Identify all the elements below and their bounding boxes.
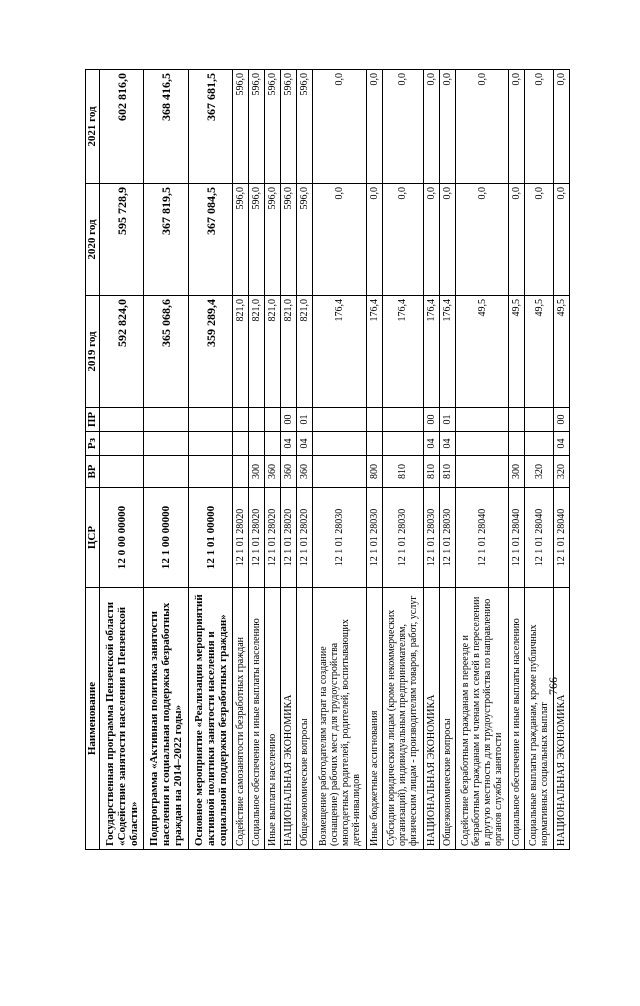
cell-csr: 12 1 01 28030	[439, 488, 455, 588]
cell-vr: 810	[382, 456, 423, 488]
cell-csr: 12 1 01 28030	[366, 488, 382, 588]
cell-2020: 0,0	[553, 184, 569, 296]
cell-2019: 49,5	[509, 296, 525, 408]
cell-2021: 0,0	[382, 70, 423, 184]
table-row	[297, 70, 313, 850]
cell-2020: 596,0	[281, 184, 297, 296]
cell-2019: 365 068,6	[144, 296, 188, 408]
cell-2019: 49,5	[525, 296, 554, 408]
cell-rz	[366, 432, 382, 456]
cell-2020: 367 084,5	[188, 184, 232, 296]
table-row	[281, 70, 297, 850]
cell-2020: 0,0	[525, 184, 554, 296]
cell-name: Государственная программа Пензенской области «Содействие занятости населения в Пензенской области»	[100, 588, 144, 850]
cell-name: НАЦИОНАЛЬНАЯ ЭКОНОМИКА	[281, 588, 297, 850]
cell-rz	[188, 432, 232, 456]
cell-vr: 810	[439, 456, 455, 488]
cell-2021: 596,0	[233, 70, 249, 184]
cell-2020: 0,0	[509, 184, 525, 296]
table-row	[100, 70, 144, 850]
cell-2020: 596,0	[249, 184, 265, 296]
table-row	[366, 70, 382, 850]
cell-csr: 12 1 01 28040	[455, 488, 509, 588]
header-csr: ЦСР	[86, 488, 100, 588]
cell-vr: 320	[553, 456, 569, 488]
cell-2020: 0,0	[366, 184, 382, 296]
table-row	[265, 70, 281, 850]
cell-rz: 04	[297, 432, 313, 456]
cell-csr: 12 1 00 00000	[144, 488, 188, 588]
cell-name: Общеэкономические вопросы	[439, 588, 455, 850]
header-2019: 2019 год	[86, 296, 100, 408]
cell-rz	[525, 432, 554, 456]
cell-2020: 595 728,9	[100, 184, 144, 296]
cell-2021: 0,0	[423, 70, 439, 184]
cell-rz	[313, 432, 367, 456]
cell-rz: 04	[553, 432, 569, 456]
cell-2019: 49,5	[553, 296, 569, 408]
cell-name: Возмещение работодателям затрат на создание (оснащение) рабочих мест для трудоустройства многодетных родителей, родителей, воспитывающих детей-инвалидов	[313, 588, 367, 850]
cell-pr	[525, 408, 554, 432]
cell-vr	[144, 456, 188, 488]
cell-pr	[249, 408, 265, 432]
cell-csr: 12 1 01 28020	[233, 488, 249, 588]
cell-name: Основное мероприятие «Реализация мероприятий активной политики занятости населения и социальной поддержки безработных граждан»	[188, 588, 232, 850]
cell-csr: 12 1 01 28020	[281, 488, 297, 588]
cell-csr: 12 1 01 28040	[525, 488, 554, 588]
cell-vr: 360	[265, 456, 281, 488]
cell-vr: 300	[249, 456, 265, 488]
cell-2021: 0,0	[439, 70, 455, 184]
cell-2021: 596,0	[265, 70, 281, 184]
table-row	[509, 70, 525, 850]
cell-2020: 0,0	[439, 184, 455, 296]
cell-name: Содействие безработным гражданам в переезде и безработным гражданам и членам их семей в переселении в другую местность для трудоустройства по направлению органов службы занятости	[455, 588, 509, 850]
cell-csr: 12 1 01 28020	[297, 488, 313, 588]
cell-2021: 0,0	[553, 70, 569, 184]
cell-pr: 00	[553, 408, 569, 432]
cell-vr	[100, 456, 144, 488]
cell-2021: 368 416,5	[144, 70, 188, 184]
table-row	[249, 70, 265, 850]
cell-vr: 300	[509, 456, 525, 488]
cell-pr	[509, 408, 525, 432]
cell-csr: 12 1 01 28040	[553, 488, 569, 588]
table-row	[188, 70, 232, 850]
budget-table-container	[85, 70, 570, 850]
cell-2020: 596,0	[265, 184, 281, 296]
cell-csr: 12 1 01 28020	[249, 488, 265, 588]
table-row	[382, 70, 423, 850]
cell-pr: 01	[297, 408, 313, 432]
cell-pr	[366, 408, 382, 432]
cell-name: Иные выплаты населению	[265, 588, 281, 850]
cell-2020: 367 819,5	[144, 184, 188, 296]
cell-vr: 360	[297, 456, 313, 488]
cell-2019: 176,4	[382, 296, 423, 408]
cell-2019: 176,4	[439, 296, 455, 408]
cell-pr: 00	[281, 408, 297, 432]
cell-2021: 596,0	[249, 70, 265, 184]
cell-vr	[313, 456, 367, 488]
cell-2021: 596,0	[281, 70, 297, 184]
cell-csr: 12 1 01 28030	[313, 488, 367, 588]
cell-2021: 0,0	[509, 70, 525, 184]
cell-pr	[455, 408, 509, 432]
cell-2021: 0,0	[313, 70, 367, 184]
cell-2021: 0,0	[525, 70, 554, 184]
cell-vr	[233, 456, 249, 488]
cell-2019: 176,4	[313, 296, 367, 408]
cell-pr: 00	[423, 408, 439, 432]
cell-rz	[249, 432, 265, 456]
cell-rz: 04	[439, 432, 455, 456]
cell-2020: 0,0	[382, 184, 423, 296]
cell-2021: 0,0	[455, 70, 509, 184]
cell-name: НАЦИОНАЛЬНАЯ ЭКОНОМИКА	[553, 588, 569, 850]
cell-name: НАЦИОНАЛЬНАЯ ЭКОНОМИКА	[423, 588, 439, 850]
cell-rz	[233, 432, 249, 456]
cell-2019: 49,5	[455, 296, 509, 408]
cell-2019: 821,0	[265, 296, 281, 408]
cell-2019: 821,0	[249, 296, 265, 408]
cell-name: Социальное обеспечение и иные выплаты населению	[249, 588, 265, 850]
table-header-row	[86, 70, 100, 850]
header-2021: 2021 год	[86, 70, 100, 184]
table-row	[313, 70, 367, 850]
cell-2020: 0,0	[423, 184, 439, 296]
cell-name: Иные бюджетные ассигнования	[366, 588, 382, 850]
cell-csr: 12 1 01 00000	[188, 488, 232, 588]
cell-2021: 367 681,5	[188, 70, 232, 184]
cell-name: Содействие самозанятости безработных граждан	[233, 588, 249, 850]
cell-name: Социальное обеспечение и иные выплаты населению	[509, 588, 525, 850]
cell-rz	[455, 432, 509, 456]
cell-2019: 592 824,0	[100, 296, 144, 408]
cell-2021: 0,0	[366, 70, 382, 184]
cell-rz	[144, 432, 188, 456]
cell-2021: 602 816,0	[100, 70, 144, 184]
cell-vr	[455, 456, 509, 488]
cell-2020: 0,0	[313, 184, 367, 296]
cell-pr: 01	[439, 408, 455, 432]
cell-pr	[265, 408, 281, 432]
cell-2019: 821,0	[297, 296, 313, 408]
cell-rz	[265, 432, 281, 456]
cell-2019: 176,4	[423, 296, 439, 408]
cell-2019: 821,0	[281, 296, 297, 408]
cell-name: Подпрограмма «Активная политика занятости населения и социальная поддержка безработных граждан на 2014–2022 годы»	[144, 588, 188, 850]
cell-pr	[100, 408, 144, 432]
cell-csr: 12 1 01 28020	[265, 488, 281, 588]
cell-rz	[382, 432, 423, 456]
cell-pr	[144, 408, 188, 432]
cell-name: Субсидии юридическим лицам (кроме некоммерческих организаций), индивидуальным предпринимателям, физическим лицам - производителям товаров, работ, услуг	[382, 588, 423, 850]
header-rz: Рз	[86, 432, 100, 456]
cell-2019: 176,4	[366, 296, 382, 408]
page-number: 766	[546, 677, 560, 695]
cell-pr	[313, 408, 367, 432]
header-2020: 2020 год	[86, 184, 100, 296]
cell-rz: 04	[281, 432, 297, 456]
cell-2020: 0,0	[455, 184, 509, 296]
table-row	[144, 70, 188, 850]
table-row	[233, 70, 249, 850]
cell-2019: 359 289,4	[188, 296, 232, 408]
cell-vr: 810	[423, 456, 439, 488]
cell-pr	[233, 408, 249, 432]
cell-csr: 12 1 01 28030	[382, 488, 423, 588]
cell-csr: 12 1 01 28030	[423, 488, 439, 588]
cell-name: Социальные выплаты гражданам, кроме публичных нормативных социальных выплат	[525, 588, 554, 850]
cell-rz	[100, 432, 144, 456]
cell-pr	[382, 408, 423, 432]
table-row	[439, 70, 455, 850]
header-pr: ПР	[86, 408, 100, 432]
cell-2019: 821,0	[233, 296, 249, 408]
cell-rz: 04	[423, 432, 439, 456]
table-row	[423, 70, 439, 850]
header-vr: ВР	[86, 456, 100, 488]
cell-csr: 12 0 00 00000	[100, 488, 144, 588]
cell-2020: 596,0	[233, 184, 249, 296]
cell-rz	[509, 432, 525, 456]
table-row	[525, 70, 554, 850]
cell-vr: 360	[281, 456, 297, 488]
header-name: Наименование	[86, 588, 100, 850]
table-row	[553, 70, 569, 850]
cell-csr: 12 1 01 28040	[509, 488, 525, 588]
cell-vr: 320	[525, 456, 554, 488]
cell-vr	[188, 456, 232, 488]
cell-pr	[188, 408, 232, 432]
budget-table	[85, 69, 570, 850]
cell-2020: 596,0	[297, 184, 313, 296]
cell-vr: 800	[366, 456, 382, 488]
cell-2021: 596,0	[297, 70, 313, 184]
table-row	[455, 70, 509, 850]
cell-name: Общеэкономические вопросы	[297, 588, 313, 850]
